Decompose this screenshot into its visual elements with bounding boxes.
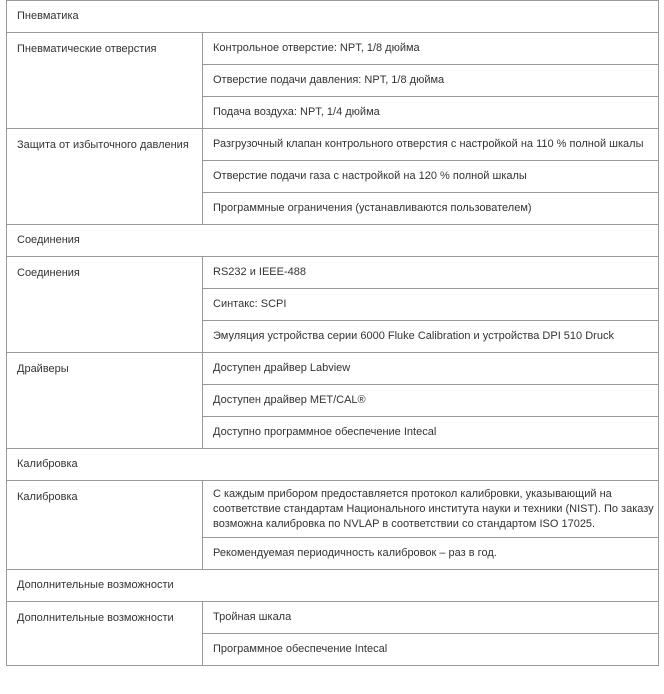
- spec-label: Калибровка: [7, 481, 203, 570]
- spec-value: Доступен драйвер MET/CAL®: [203, 385, 659, 417]
- section-row: [7, 449, 659, 481]
- spec-value: Контрольное отверстие: NPT, 1/8 дюйма: [203, 33, 659, 65]
- spec-value: Доступен драйвер Labview: [203, 353, 659, 385]
- spec-value: RS232 и IEEE-488: [203, 257, 659, 289]
- spec-label: Драйверы: [7, 353, 203, 449]
- spec-table: [6, 0, 659, 666]
- table-row: [7, 353, 659, 385]
- spec-label: Дополнительные возможности: [7, 602, 203, 666]
- section-title: Соединения: [7, 225, 659, 257]
- table-row: [7, 129, 659, 161]
- spec-value: Эмуляция устройства серии 6000 Fluke Calibration и устройства DPI 510 Druck: [203, 321, 659, 353]
- spec-label: Защита от избыточного давления: [7, 129, 203, 225]
- section-title: Калибровка: [7, 449, 659, 481]
- spec-value: Программные ограничения (устанавливаются пользователем): [203, 193, 659, 225]
- spec-value: Отверстие подачи давления: NPT, 1/8 дюйма: [203, 65, 659, 97]
- spec-value: Тройная шкала: [203, 602, 659, 634]
- spec-value: Подача воздуха: NPT, 1/4 дюйма: [203, 97, 659, 129]
- table-row: [7, 257, 659, 289]
- section-row: [7, 225, 659, 257]
- spec-label: Пневматические отверстия: [7, 33, 203, 129]
- spec-value: Разгрузочный клапан контрольного отверстия с настройкой на 110 % полной шкалы: [203, 129, 659, 161]
- spec-table-body: [7, 1, 659, 666]
- section-row: [7, 1, 659, 33]
- table-row: [7, 602, 659, 634]
- table-row: [7, 33, 659, 65]
- spec-value: Программное обеспечение Intecal: [203, 634, 659, 666]
- spec-value: С каждым прибором предоставляется протокол калибровки, указывающий на соответствие стандартам Национального института науки и техники (NIST). По заказу возможна калибровка по NVLAP в соответствии со стандартом ISO 17025.: [203, 481, 659, 538]
- spec-value: Синтакс: SCPI: [203, 289, 659, 321]
- spec-value: Рекомендуемая периодичность калибровок – раз в год.: [203, 538, 659, 570]
- section-title: Пневматика: [7, 1, 659, 33]
- spec-value: Отверстие подачи газа с настройкой на 120 % полной шкалы: [203, 161, 659, 193]
- spec-label: Соединения: [7, 257, 203, 353]
- table-row: [7, 481, 659, 538]
- section-row: [7, 570, 659, 602]
- section-title: Дополнительные возможности: [7, 570, 659, 602]
- spec-value: Доступно программное обеспечение Intecal: [203, 417, 659, 449]
